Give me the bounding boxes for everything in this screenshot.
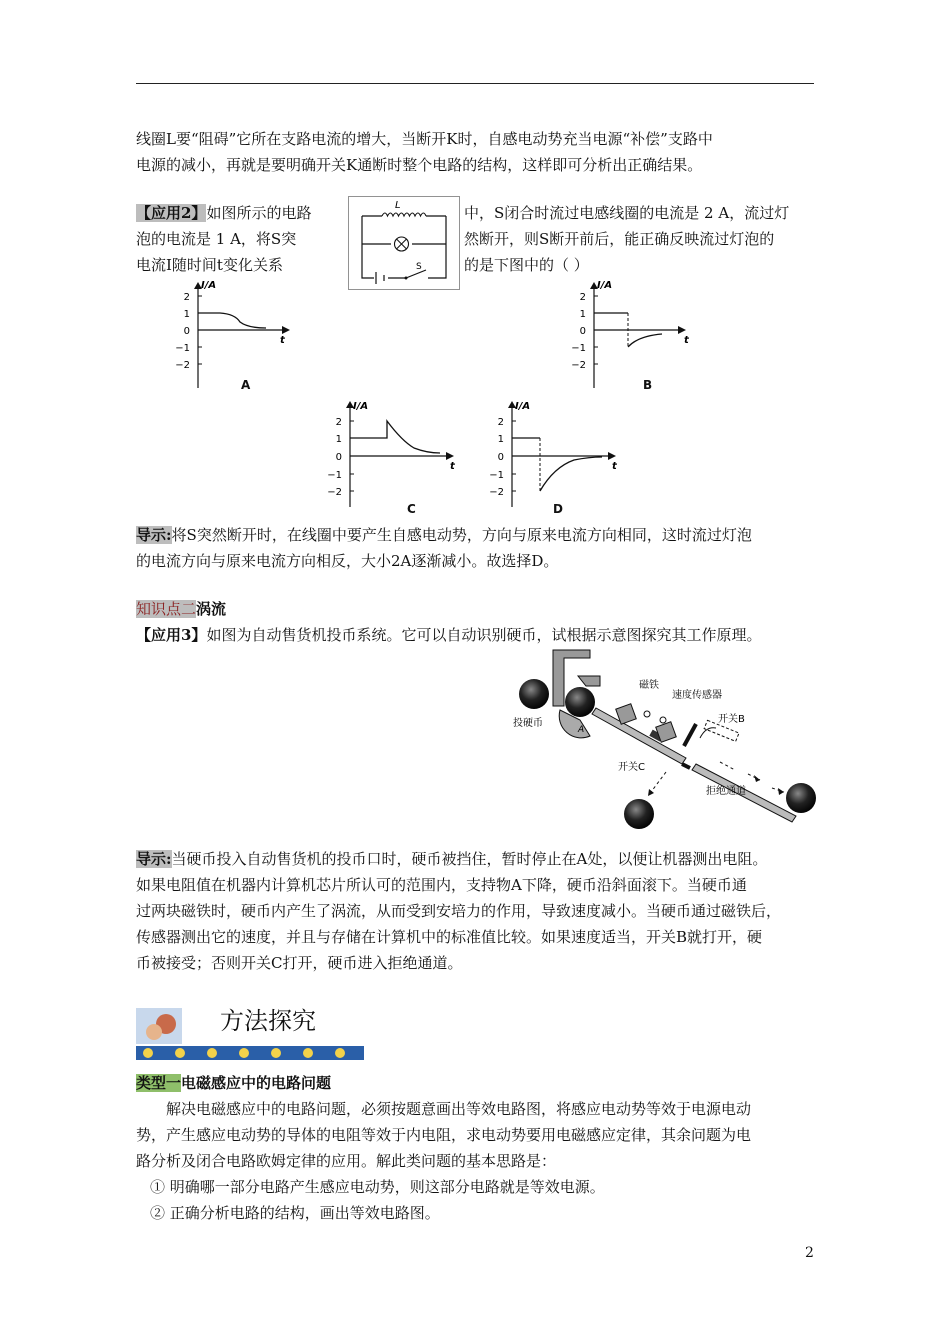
- header-rule: [136, 83, 814, 84]
- chart-D-tick-0: 0: [497, 452, 504, 463]
- chart-A-ylabel: I/A: [201, 280, 217, 291]
- circuit-S-label: S: [416, 262, 422, 272]
- chart-C-tick-m1: −1: [327, 470, 342, 481]
- type1-item-2: ② 正确分析电路的结构，画出等效电路图。: [150, 1204, 440, 1222]
- fig-magnet-label: 磁铁: [639, 680, 659, 691]
- intro-paragraph: [136, 126, 816, 178]
- app3-paragraph: [136, 622, 816, 648]
- guide1-label: 导示:: [136, 526, 172, 544]
- chart-B-xlabel: t: [684, 335, 689, 346]
- chart-C-tick-2: 2: [335, 417, 342, 428]
- chart-A-tick-1: 1: [183, 309, 190, 320]
- app3-text: 如图为自动售货机投币系统。它可以自动识别硬币，试根据示意图探究其工作原理。: [206, 626, 762, 644]
- app2-right-line-1: 中，S闭合时流过电感线圈的电流是 2 A，流过灯: [464, 204, 790, 222]
- coin-system-figure: [510, 646, 822, 834]
- chart-D-tick-m1: −1: [489, 470, 504, 481]
- type1-heading: [136, 1070, 816, 1096]
- coin-icon: [565, 687, 595, 717]
- coin-icon: [624, 799, 654, 829]
- page-number: 2: [805, 1245, 814, 1261]
- app2-left-line-2: 泡的电流是 1 A，将S突: [136, 230, 297, 248]
- chart-B: [566, 278, 691, 396]
- app3-label: 【应用3】: [136, 626, 207, 644]
- chart-D-tick-1: 1: [497, 434, 504, 445]
- chart-A-label: A: [241, 378, 251, 392]
- chart-B-tick-m1: −1: [571, 343, 586, 354]
- type1-paragraph: [136, 1096, 816, 1226]
- chart-D-curve-after: [540, 457, 602, 491]
- app2-right-line-2: 然断开，则S断开前后，能正确反映流过灯泡的: [464, 230, 775, 248]
- chart-B-tick-2: 2: [579, 292, 586, 303]
- app2-left-line-3: 电流I随时间t变化关系: [136, 256, 283, 274]
- chart-B-curve-after: [628, 334, 662, 347]
- fig-reject-label: 拒绝通道: [706, 786, 746, 797]
- guide2-line-1: 当硬币投入自动售货机的投币口时，硬币被挡住，暂时停止在A处，以便让机器测出电阻。: [171, 850, 768, 868]
- app2-right-text: [464, 200, 824, 278]
- fig-switchC-label: 开关C: [618, 762, 645, 773]
- chart-D-xlabel: t: [612, 461, 617, 472]
- chart-A-tick-2: 2: [183, 292, 190, 303]
- fig-A-label: A: [578, 725, 585, 735]
- chart-D: [484, 397, 624, 515]
- chart-B-tick-0: 0: [579, 326, 586, 337]
- guide2-line-3: 过两块磁铁时，硬币内产生了涡流，从而受到安培力的作用，导致速度减小。当硬币通过磁铁后，: [136, 902, 782, 920]
- kp2-label: 知识点二: [136, 600, 197, 618]
- intro-line-2: 电源的减小，再就是要明确开关K通断时整个电路的结构，这样即可分析出正确结果。: [136, 156, 703, 174]
- coin-icon: [519, 679, 549, 709]
- guide2-line-5: 币被接受；否则开关C打开，硬币进入拒绝通道。: [136, 954, 463, 972]
- type1-line-3: 路分析及闭合电路欧姆定律的应用。解此类问题的基本思路是：: [136, 1152, 557, 1170]
- kp2-heading: [136, 596, 816, 622]
- guide1-paragraph: [136, 522, 816, 574]
- chart-B-ylabel: I/A: [597, 280, 613, 291]
- app2-label: 【应用2】: [136, 204, 207, 222]
- chart-C-curve: [350, 421, 440, 453]
- chart-B-tick-m2: −2: [571, 360, 586, 371]
- chart-A: [170, 278, 295, 396]
- guide1-line-1: 将S突然断开时，在线圈中要产生自感电动势，方向与原来电流方向相同，这时流过灯泡: [171, 526, 752, 544]
- chart-D-tick-2: 2: [497, 417, 504, 428]
- type1-line-1: 解决电磁感应中的电路问题，必须按题意画出等效电路图，将感应电动势等效于电源电动: [166, 1100, 752, 1118]
- app2-right-line-3: 的是下图中的（ ）: [464, 256, 589, 274]
- coin-icon: [786, 783, 816, 813]
- guide2-paragraph: [136, 846, 816, 976]
- chart-A-xlabel: t: [280, 335, 285, 346]
- chart-C-ylabel: I/A: [353, 401, 369, 412]
- intro-line-1: 线圈L要“阻碍”它所在支路电流的增大，当断开K时，自感电动势充当电源“补偿”支路中: [136, 130, 713, 148]
- method-title: 方法探究: [220, 1007, 316, 1035]
- chart-A-tick-m1: −1: [175, 343, 190, 354]
- type1-line-2: 势，产生感应电动势的导体的电阻等效于内电阻，求电动势要用电磁感应定律，其余问题为电: [136, 1126, 752, 1144]
- app2-left-text: [136, 200, 346, 278]
- chart-C: [322, 397, 462, 515]
- chart-A-curve: [198, 313, 266, 328]
- chart-A-axes: [175, 280, 290, 388]
- chart-C-xlabel: t: [450, 461, 455, 472]
- fig-switchB-label: 开关B: [718, 714, 745, 725]
- type1-title: 电磁感应中的电路问题: [181, 1074, 332, 1092]
- chart-A-tick-0: 0: [183, 326, 190, 337]
- chart-B-label: B: [643, 378, 653, 392]
- fig-coin-label: 投硬币: [513, 718, 543, 729]
- chart-C-label: C: [407, 502, 416, 516]
- fig-sensor-label: 速度传感器: [672, 690, 722, 701]
- chart-B-tick-1: 1: [579, 309, 586, 320]
- chart-D-tick-m2: −2: [489, 487, 504, 498]
- speed-sensor-icon: [660, 717, 666, 723]
- guide1-line-2: 的电流方向与原来电流方向相反，大小2A逐渐减小。故选择D。: [136, 552, 559, 570]
- guide2-line-4: 传感器测出它的速度，并且与存储在计算机中的标准值比较。如果速度适当，开关B就打开，硬: [136, 928, 763, 946]
- app2-left-line-1: 如图所示的电路: [206, 204, 312, 222]
- chart-A-tick-m2: −2: [175, 360, 190, 371]
- chart-C-tick-0: 0: [335, 452, 342, 463]
- circuit-diagram: [348, 196, 460, 290]
- chart-C-tick-1: 1: [335, 434, 342, 445]
- kp2-title: 涡流: [196, 600, 227, 618]
- type1-label: 类型一: [136, 1074, 182, 1092]
- type1-item-1: ① 明确哪一部分电路产生感应电动势，则这部分电路就是等效电源。: [150, 1178, 605, 1196]
- guide2-label: 导示:: [136, 850, 172, 868]
- chart-D-ylabel: I/A: [515, 401, 531, 412]
- speed-sensor-icon: [644, 711, 650, 717]
- guide2-line-2: 如果电阻值在机器内计算机芯片所认可的范围内，支持物A下降，硬币沿斜面滚下。当硬币通: [136, 876, 747, 894]
- chart-D-label: D: [553, 502, 563, 516]
- chart-C-tick-m2: −2: [327, 487, 342, 498]
- circuit-L-label: L: [395, 200, 401, 211]
